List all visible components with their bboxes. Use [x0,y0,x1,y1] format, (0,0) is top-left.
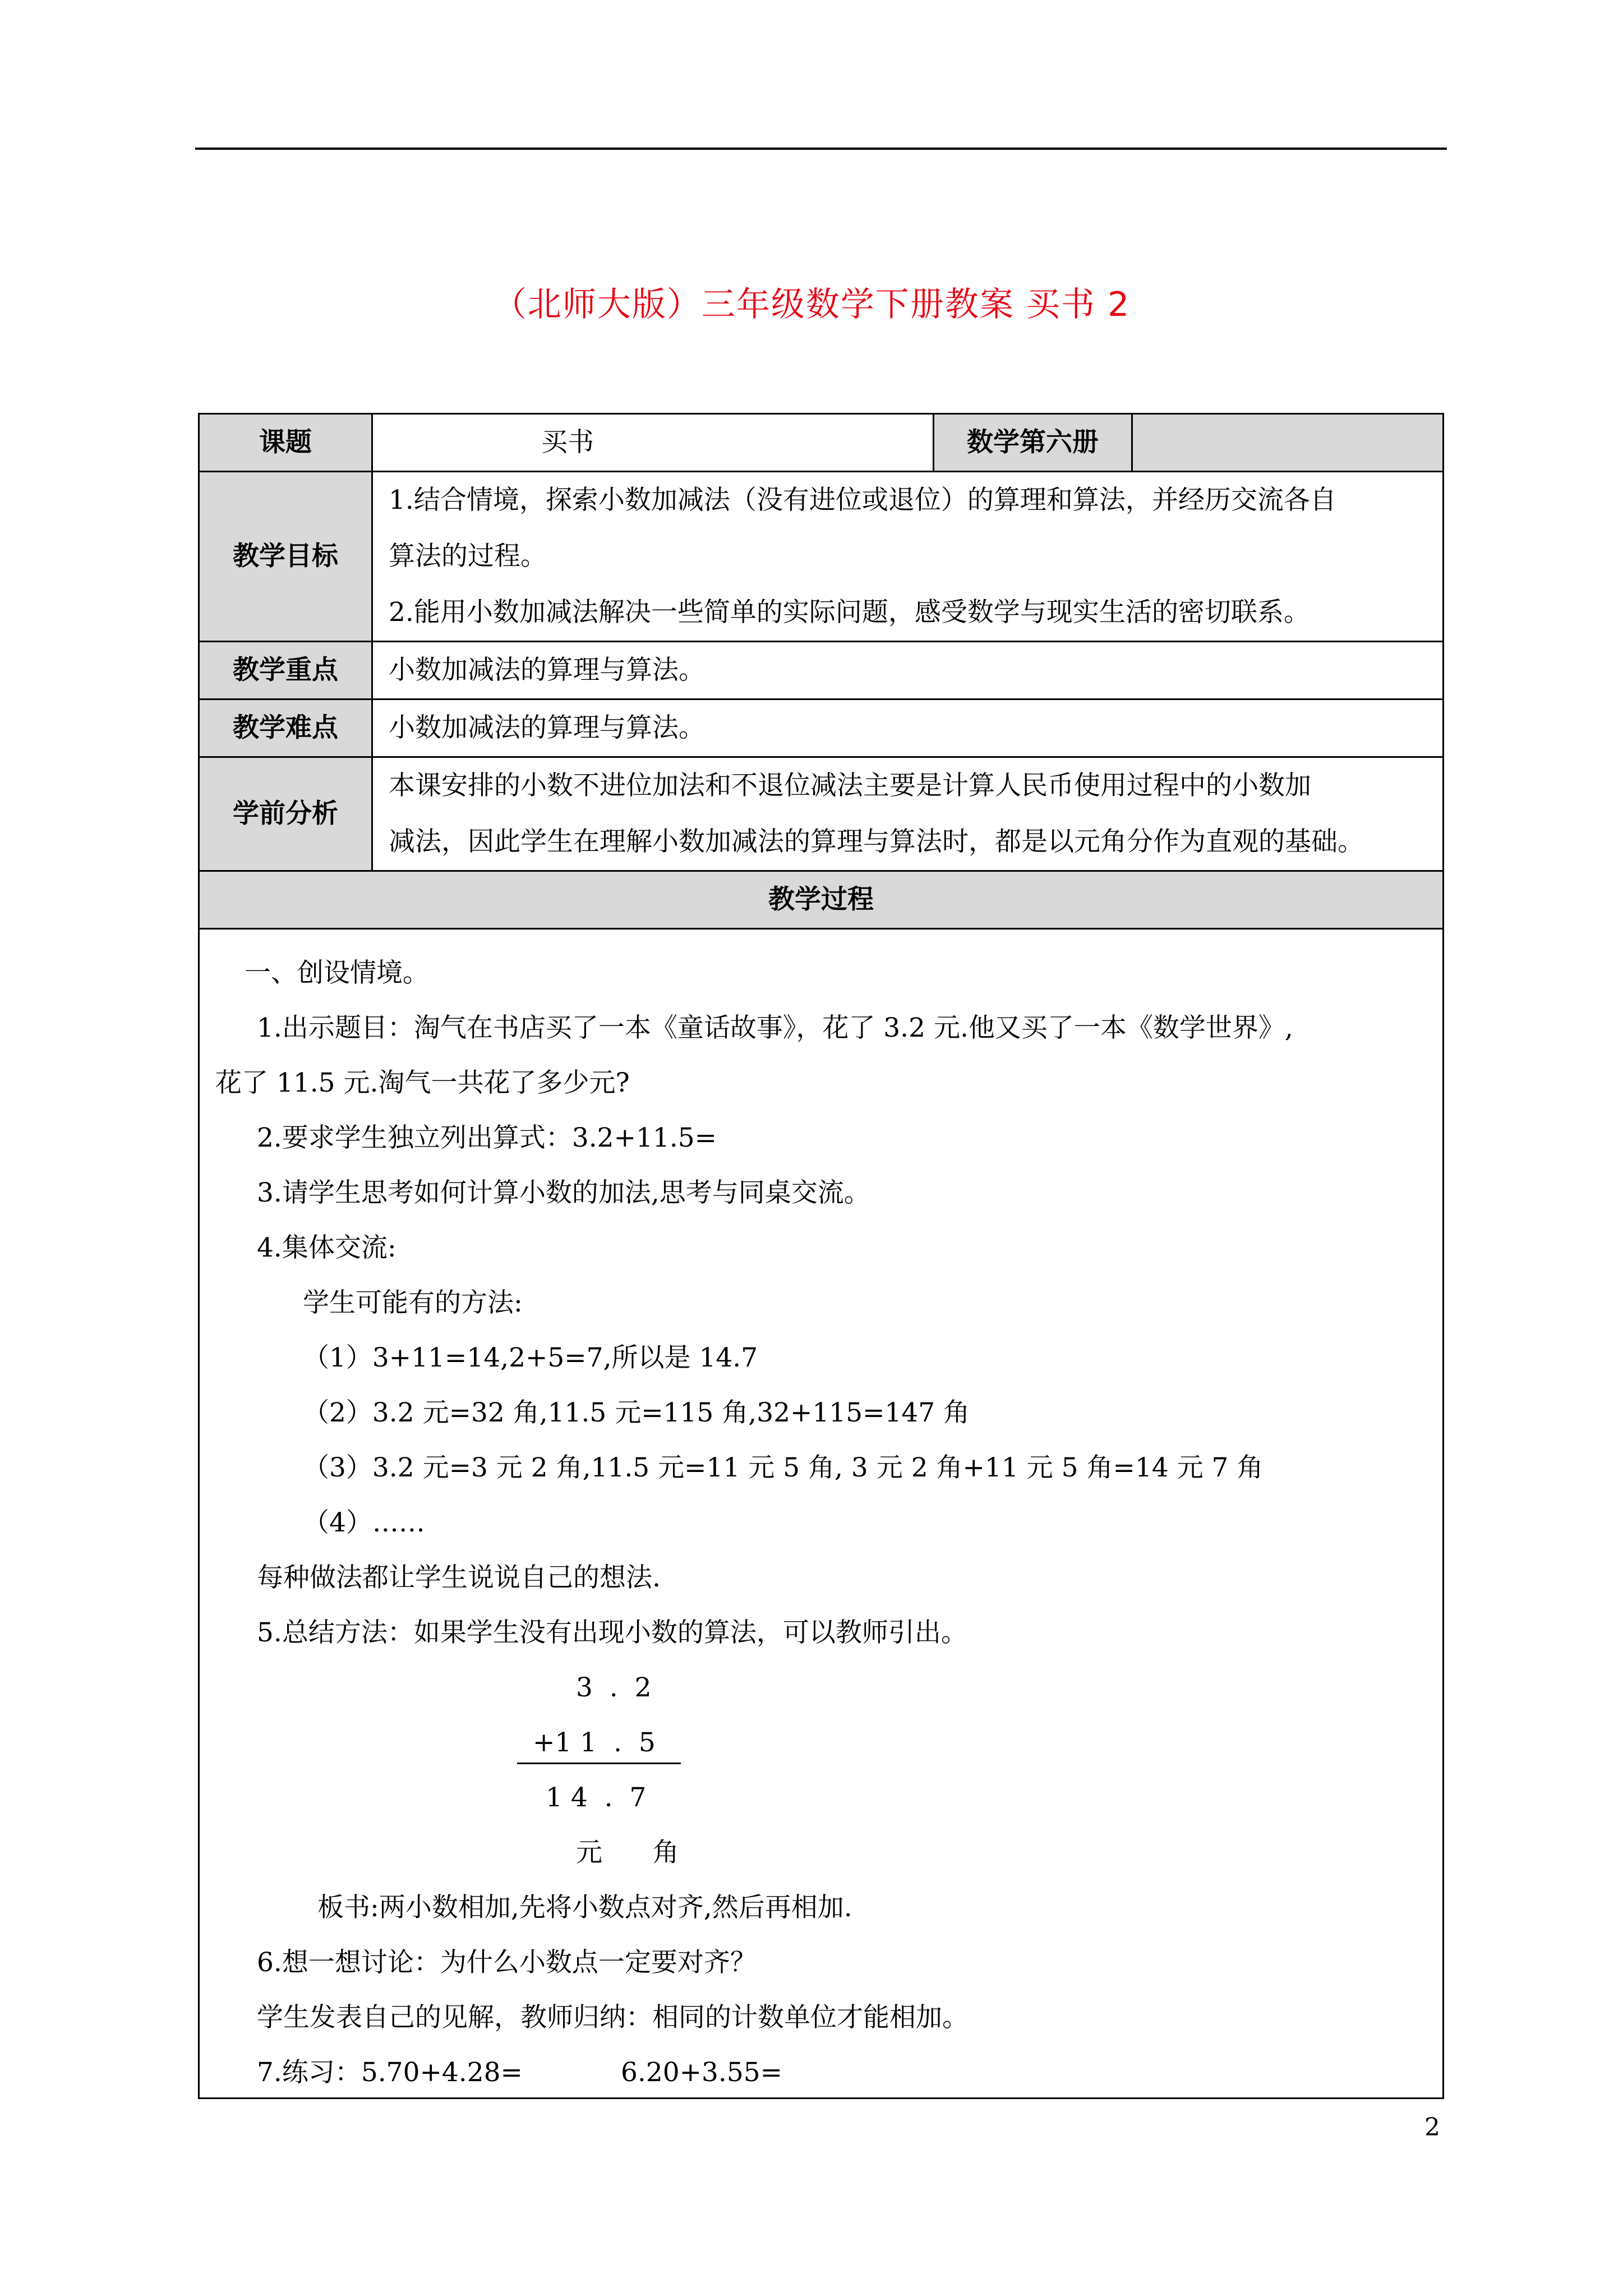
topic-row [199,414,1444,472]
header-rule [195,148,1447,150]
process-header-row [199,871,1444,929]
difficulties-value: 小数加减法的算理与算法。 [372,700,1444,757]
process-cell [199,929,1444,2099]
lesson-plan-table [198,413,1444,2099]
topic-value: 买书 [372,414,934,472]
analysis-cell [372,757,1444,871]
method-line: （3）3.2 元=3 元 2 角,11.5 元=11 元 5 角, 3 元 2 角+11 元 5 角=14 元 7 角 [303,1452,1264,1483]
vertical-calc-row3: 1 4 . 7 [546,1782,647,1813]
method-line: （1）3+11=14,2+5=7,所以是 14.7 [303,1342,758,1373]
process-line: 花了 11.5 元.淘气一共花了多少元? [215,1068,630,1098]
process-line: 一、创设情境。 [245,958,429,988]
exercise-line: 7.练习：5.70+4.28= [257,2057,523,2088]
objectives-label: 教学目标 [199,472,372,642]
process-line: 2.要求学生独立列出算式：3.2+11.5= [257,1122,717,1153]
vertical-calc-rule [517,1763,681,1764]
process-line: 板书:两小数相加,先将小数点对齐,然后再相加. [317,1892,852,1923]
book-value-cell [1132,414,1444,472]
process-line: 5.总结方法：如果学生没有出现小数的算法，可以教师引出。 [257,1617,967,1648]
analysis-label: 学前分析 [199,757,372,871]
document-title: （北师大版）三年级数学下册教案 买书 2 [492,285,1131,324]
difficulties-row [199,700,1444,757]
objectives-cell [372,472,1444,642]
process-line: 学生发表自己的见解，教师归纳：相同的计数单位才能相加。 [257,2002,969,2033]
process-line: 学生可能有的方法: [303,1287,523,1318]
book-label: 数学第六册 [934,414,1132,472]
process-line: 3.请学生思考如何计算小数的加法,思考与同桌交流。 [257,1177,870,1208]
process-line: 1.出示题目：淘气在书店买了一本《童话故事》，花了 3.2 元.他又买了一本《数学世界》, [257,1013,1293,1043]
analysis-line: 减法，因此学生在理解小数加减法的算理与算法时，都是以元角分作为直观的基础。 [389,826,1364,857]
exercise-line: 6.20+3.55= [621,2057,783,2088]
topic-label: 课题 [199,414,372,472]
vertical-calc-row1: 3 . 2 [576,1672,652,1703]
key-points-label: 教学重点 [199,642,372,700]
vertical-calc-units: 元 角 [576,1837,679,1868]
method-line: （2）3.2 元=32 角,11.5 元=115 角,32+115=147 角 [303,1397,970,1428]
page-number: 2 [1424,2113,1440,2142]
process-line: 每种做法都让学生说说自己的想法. [257,1562,661,1593]
objective-line: 算法的过程。 [389,541,547,572]
key-points-value: 小数加减法的算理与算法。 [372,642,1444,700]
key-points-row [199,642,1444,700]
process-line: 4.集体交流: [257,1232,396,1263]
objectives-row [199,472,1444,642]
analysis-row [199,757,1444,871]
process-line: 6.想一想讨论：为什么小数点一定要对齐？ [257,1947,757,1978]
method-line: （4）…… [303,1507,425,1538]
objective-line: 2.能用小数加减法解决一些简单的实际问题，感受数学与现实生活的密切联系。 [389,597,1310,628]
vertical-calc-row2: +1 1 . 5 [533,1727,656,1758]
process-row [199,929,1444,2099]
difficulties-label: 教学难点 [199,700,372,757]
analysis-line: 本课安排的小数不进位加法和不退位减法主要是计算人民币使用过程中的小数加 [389,770,1311,801]
process-header: 教学过程 [199,871,1444,929]
objective-line: 1.结合情境，探索小数加减法（没有进位或退位）的算理和算法，并经历交流各自 [389,485,1336,516]
